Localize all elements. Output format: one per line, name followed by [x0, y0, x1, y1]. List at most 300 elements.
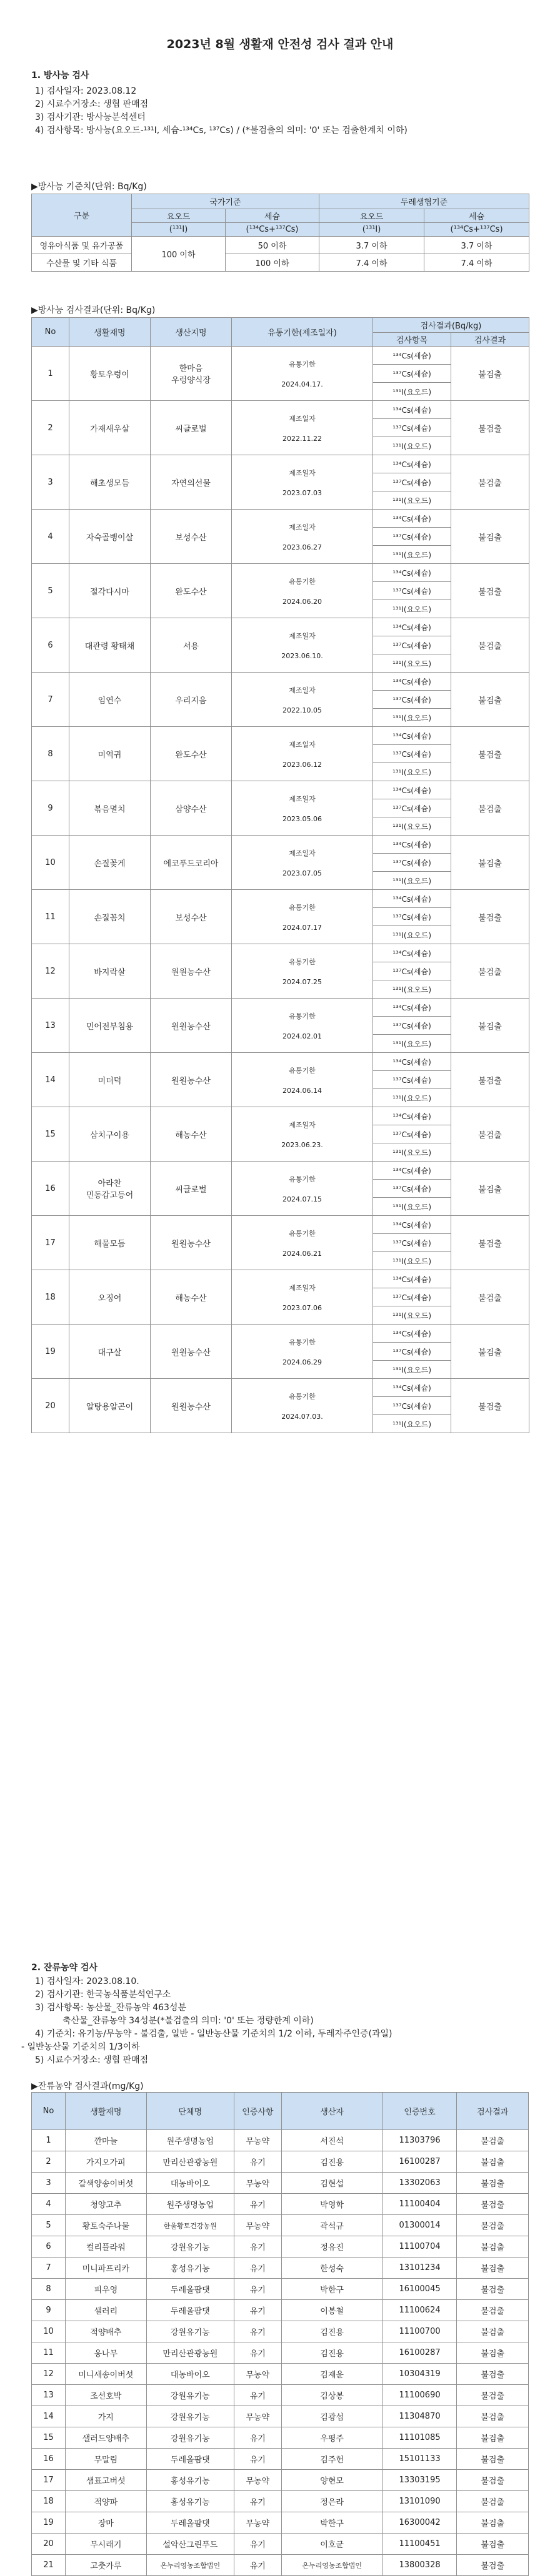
pest-cell-group: 홍성유기농 [146, 2470, 234, 2491]
rad-cell-item: ¹³¹I(요오드) [373, 600, 451, 618]
rad-row [32, 944, 529, 962]
pest-cell-cert: 유기 [234, 2555, 282, 2576]
rad-row [32, 836, 529, 854]
rad-date-value: 2024.07.03. [281, 1412, 323, 1421]
rad-cell-date [232, 944, 373, 999]
pest-cell-cert-no: 11303796 [382, 2130, 457, 2151]
pest-cell-result: 불검출 [457, 2321, 529, 2342]
section2-item: - 일반농산물 기준치의 1/3이하 [21, 2042, 140, 2052]
std-header-coop: 두레생협기준 [319, 194, 529, 209]
pest-cell-cert-no: 16100287 [382, 2342, 457, 2364]
rad-date-value: 2024.04.17. [281, 380, 323, 388]
rad-cell-result: 불검출 [451, 1053, 529, 1107]
rad-cell-name: 삼치구이용 [69, 1107, 151, 1162]
rad-cell-producer: 우리지음 [151, 673, 232, 727]
pest-cell-no: 13 [32, 2385, 66, 2406]
rad-header-name: 생활재명 [69, 318, 151, 347]
std-domestic-iodine: 100 이하 [132, 237, 226, 272]
rad-cell-item: ¹³⁴Cs(세슘) [373, 564, 451, 582]
pest-cell-name: 미니파프리카 [66, 2258, 147, 2279]
std-coop-cesium: 3.7 이하 [424, 237, 529, 254]
pest-cell-no: 12 [32, 2364, 66, 2385]
rad-cell-producer: 해농수산 [151, 1270, 232, 1325]
rad-date-label: 유통기한 [289, 577, 316, 586]
pest-cell-group: 두레올팜댓 [146, 2512, 234, 2534]
pest-header-result: 검사결과 [457, 2093, 529, 2130]
pest-cell-cert-no: 16300042 [382, 2512, 457, 2534]
pest-cell-producer: 김주헌 [281, 2449, 382, 2470]
rad-date-value: 2024.06.20 [282, 597, 322, 606]
rad-cell-item: ¹³⁴Cs(세슘) [373, 944, 451, 962]
pest-cell-result: 불검출 [457, 2512, 529, 2534]
pest-cell-group: 강원유기농 [146, 2385, 234, 2406]
section1-item: 4) 검사항목: 방사능(요오드-¹³¹I, 세슘-¹³⁴Cs, ¹³⁷Cs) / (*불검출의 의미: '0' 또는 검출한계치 이하) [35, 126, 408, 136]
pest-cell-group: 강원유기농 [146, 2236, 234, 2258]
rad-date-value: 2023.06.10. [281, 651, 323, 660]
rad-row [32, 1053, 529, 1071]
pest-cell-group: 원주생명농업 [146, 2130, 234, 2151]
rad-date-value: 2023.06.27 [282, 543, 322, 551]
pest-cell-producer: 온누리영농조합법인 [281, 2555, 382, 2576]
rad-date-label: 유통기한 [289, 1066, 316, 1075]
std-row-label: 영유아식품 및 유가공품 [32, 237, 132, 254]
pest-cell-cert: 유기 [234, 2427, 282, 2449]
section2-list [21, 1975, 392, 2067]
pest-row [32, 2194, 529, 2215]
std-header-iodine-symbol: (¹³¹I) [132, 223, 226, 237]
rad-cell-date [232, 1053, 373, 1107]
rad-cell-item: ¹³¹I(요오드) [373, 437, 451, 455]
rad-cell-no: 4 [32, 510, 69, 564]
rad-date-value: 2024.07.17 [282, 923, 322, 932]
rad-cell-item: ¹³⁷Cs(세슘) [373, 582, 451, 600]
std-header-domestic: 국가기준 [132, 194, 319, 209]
pest-cell-cert: 유기 [234, 2342, 282, 2364]
rad-row [32, 455, 529, 473]
rad-cell-item: ¹³⁴Cs(세슘) [373, 890, 451, 908]
pest-cell-cert: 무농약 [234, 2364, 282, 2385]
rad-cell-date [232, 618, 373, 673]
pest-cell-name: 갈색양송이버섯 [66, 2173, 147, 2194]
rad-cell-no: 18 [32, 1270, 69, 1325]
pest-cell-cert: 무농약 [234, 2215, 282, 2236]
rad-cell-no: 7 [32, 673, 69, 727]
radiation-standard-table [31, 194, 529, 272]
pest-cell-producer: 정은라 [281, 2491, 382, 2512]
rad-cell-date [232, 455, 373, 510]
rad-date-label: 유통기한 [289, 903, 316, 912]
rad-cell-item: ¹³⁷Cs(세슘) [373, 1017, 451, 1035]
rad-date-value: 2024.06.29 [282, 1358, 322, 1366]
pest-cell-cert: 유기 [234, 2151, 282, 2173]
rad-date-label: 제조일자 [289, 1120, 316, 1129]
section1-list [35, 85, 408, 137]
rad-header-result: 검사결과 [451, 333, 529, 347]
rad-cell-item: ¹³⁷Cs(세슘) [373, 365, 451, 383]
pest-header-cert: 인증사항 [234, 2093, 282, 2130]
rad-cell-date [232, 890, 373, 944]
std-domestic-cesium: 50 이하 [226, 237, 319, 254]
rad-date-label: 제조일자 [289, 1283, 316, 1292]
pest-cell-result: 불검출 [457, 2236, 529, 2258]
rad-cell-name: 해초생모듬 [69, 455, 151, 510]
rad-date-value: 2023.07.03 [282, 488, 322, 497]
rad-cell-item: ¹³⁴Cs(세슘) [373, 1325, 451, 1343]
rad-cell-item: ¹³¹I(요오드) [373, 1415, 451, 1433]
rad-cell-producer: 원원농수산 [151, 999, 232, 1053]
section1-item: 2) 시료수거장소: 생협 판매점 [35, 99, 149, 109]
pest-row [32, 2364, 529, 2385]
rad-table-caption: ▶방사능 검사결과(단위: Bq/Kg) [31, 305, 156, 315]
rad-date-value: 2024.06.14 [282, 1086, 322, 1095]
rad-date-label: 제조일자 [289, 523, 316, 531]
pest-cell-cert-no: 11100700 [382, 2321, 457, 2342]
rad-cell-result: 불검출 [451, 727, 529, 781]
pest-cell-no: 18 [32, 2491, 66, 2512]
rad-cell-item: ¹³⁷Cs(세슘) [373, 908, 451, 926]
rad-cell-no: 12 [32, 944, 69, 999]
rad-cell-item: ¹³⁷Cs(세슘) [373, 1125, 451, 1143]
rad-cell-no: 17 [32, 1216, 69, 1270]
pest-cell-group: 만리산관광농원 [146, 2342, 234, 2364]
rad-date-value: 2024.07.25 [282, 977, 322, 986]
pest-cell-cert: 무농약 [234, 2173, 282, 2194]
pest-cell-no: 3 [32, 2173, 66, 2194]
pest-cell-no: 4 [32, 2194, 66, 2215]
rad-cell-producer: 보성수산 [151, 890, 232, 944]
rad-cell-result: 불검출 [451, 618, 529, 673]
rad-cell-no: 15 [32, 1107, 69, 1162]
rad-cell-item: ¹³⁴Cs(세슘) [373, 836, 451, 854]
rad-cell-producer: 완도수산 [151, 727, 232, 781]
pest-row [32, 2385, 529, 2406]
pest-cell-cert-no: 11100690 [382, 2385, 457, 2406]
rad-cell-name: 볶음멸치 [69, 781, 151, 836]
rad-cell-date [232, 999, 373, 1053]
pest-cell-result: 불검출 [457, 2364, 529, 2385]
rad-cell-name: 대구살 [69, 1325, 151, 1379]
rad-cell-no: 6 [32, 618, 69, 673]
pest-cell-name: 샘표고버섯 [66, 2470, 147, 2491]
std-header-iodine: 요오드 [132, 209, 226, 223]
pest-row [32, 2151, 529, 2173]
pest-row [32, 2342, 529, 2364]
rad-cell-date [232, 1270, 373, 1325]
pest-cell-group: 두레올팜댓 [146, 2449, 234, 2470]
pest-cell-cert: 유기 [234, 2300, 282, 2321]
rad-cell-date [232, 1325, 373, 1379]
pest-row [32, 2300, 529, 2321]
pest-cell-cert: 유기 [234, 2279, 282, 2300]
rad-row [32, 1270, 529, 1288]
rad-cell-name: 미역귀 [69, 727, 151, 781]
pest-cell-group: 대농바이오 [146, 2364, 234, 2385]
pest-cell-producer: 곽석규 [281, 2215, 382, 2236]
rad-cell-item: ¹³¹I(요오드) [373, 1306, 451, 1325]
pest-cell-result: 불검출 [457, 2470, 529, 2491]
rad-cell-item: ¹³⁴Cs(세슘) [373, 1162, 451, 1180]
rad-cell-item: ¹³⁴Cs(세슘) [373, 401, 451, 419]
pest-row [32, 2427, 529, 2449]
rad-date-label: 제조일자 [289, 414, 316, 423]
pest-cell-result: 불검출 [457, 2534, 529, 2555]
pest-cell-result: 불검출 [457, 2173, 529, 2194]
rad-cell-item: ¹³¹I(요오드) [373, 383, 451, 401]
rad-cell-date [232, 510, 373, 564]
pest-cell-producer: 양현모 [281, 2470, 382, 2491]
rad-cell-producer: 완도수산 [151, 564, 232, 618]
pest-cell-producer: 이호균 [281, 2534, 382, 2555]
std-coop-iodine: 3.7 이하 [319, 237, 424, 254]
rad-cell-name: 손질꽃게 [69, 836, 151, 890]
pest-header-name: 생활재명 [66, 2093, 147, 2130]
rad-cell-name: 오징어 [69, 1270, 151, 1325]
rad-date-label: 제조일자 [289, 468, 316, 477]
rad-cell-producer: 보성수산 [151, 510, 232, 564]
rad-row [32, 564, 529, 582]
pest-cell-name: 적양배추 [66, 2321, 147, 2342]
rad-cell-item: ¹³¹I(요오드) [373, 872, 451, 890]
pest-cell-cert-no: 11100404 [382, 2194, 457, 2215]
rad-row [32, 1216, 529, 1234]
section2-item: 5) 시료수거장소: 생협 판매점 [35, 2055, 149, 2065]
pest-cell-cert-no: 01300014 [382, 2215, 457, 2236]
pest-cell-name: 고춧가루 [66, 2555, 147, 2576]
rad-cell-item: ¹³⁷Cs(세슘) [373, 419, 451, 437]
pest-cell-cert: 무농약 [234, 2406, 282, 2427]
rad-cell-name: 자숙골뱅이살 [69, 510, 151, 564]
pest-cell-group: 강원유기농 [146, 2406, 234, 2427]
rad-cell-item: ¹³¹I(요오드) [373, 709, 451, 727]
pest-row [32, 2512, 529, 2534]
rad-cell-item: ¹³⁷Cs(세슘) [373, 1071, 451, 1089]
pest-cell-producer: 서진석 [281, 2130, 382, 2151]
pest-cell-name: 청양고추 [66, 2194, 147, 2215]
pest-cell-cert-no: 13101234 [382, 2258, 457, 2279]
section2-item: 축산물_잔류농약 34성분(*불검출의 의미: '0' 또는 정량한계 이하) [62, 2016, 314, 2026]
std-header-cesium-symbol: (¹³⁴Cs+¹³⁷Cs) [226, 223, 319, 237]
pest-cell-result: 불검출 [457, 2491, 529, 2512]
pest-cell-result: 불검출 [457, 2385, 529, 2406]
std-header-group: 구분 [32, 194, 132, 237]
pest-cell-no: 9 [32, 2300, 66, 2321]
rad-cell-name: 황토우렁이 [69, 347, 151, 401]
rad-cell-item: ¹³⁴Cs(세슘) [373, 1053, 451, 1071]
rad-cell-no: 2 [32, 401, 69, 455]
rad-date-value: 2022.11.22 [282, 434, 322, 443]
rad-cell-item: ¹³⁷Cs(세슘) [373, 691, 451, 709]
pest-cell-producer: 박한구 [281, 2279, 382, 2300]
std-coop-iodine: 7.4 이하 [319, 254, 424, 272]
rad-date-value: 2022.10.05 [282, 706, 322, 714]
pest-cell-producer: 한성숙 [281, 2258, 382, 2279]
rad-cell-result: 불검출 [451, 455, 529, 510]
rad-cell-producer: 원원농수산 [151, 1325, 232, 1379]
rad-cell-producer: 원원농수산 [151, 1216, 232, 1270]
pest-cell-group: 홍성유기농 [146, 2258, 234, 2279]
pest-table-caption: ▶잔류농약 검사결과(mg/Kg) [31, 2081, 144, 2091]
rad-cell-name: 가재새우살 [69, 401, 151, 455]
rad-cell-producer: 씨글로벌 [151, 401, 232, 455]
rad-cell-name: 아라찬 민동갑고등어 [69, 1162, 151, 1216]
section1-item: 3) 검사기관: 방사능분석센터 [35, 112, 146, 122]
rad-date-label: 유통기한 [289, 1338, 316, 1346]
pest-row [32, 2321, 529, 2342]
rad-cell-name: 절각다시마 [69, 564, 151, 618]
pest-cell-name: 컬리플라워 [66, 2236, 147, 2258]
pest-cell-result: 불검출 [457, 2215, 529, 2236]
rad-cell-item: ¹³¹I(요오드) [373, 763, 451, 781]
pest-cell-group: 만리산관광농원 [146, 2151, 234, 2173]
pest-cell-result: 불검출 [457, 2300, 529, 2321]
pest-cell-result: 불검출 [457, 2427, 529, 2449]
pest-cell-group: 두레올팜댓 [146, 2300, 234, 2321]
pest-cell-result: 불검출 [457, 2342, 529, 2364]
rad-cell-item: ¹³⁷Cs(세슘) [373, 528, 451, 546]
rad-date-label: 유통기한 [289, 360, 316, 368]
rad-date-label: 유통기한 [289, 957, 316, 966]
pest-cell-producer: 우평주 [281, 2427, 382, 2449]
rad-cell-date [232, 673, 373, 727]
pest-cell-no: 1 [32, 2130, 66, 2151]
pest-cell-no: 11 [32, 2342, 66, 2364]
section1-heading: 1. 방사능 검사 [31, 71, 89, 81]
pest-cell-producer: 김상봉 [281, 2385, 382, 2406]
rad-cell-result: 불검출 [451, 1216, 529, 1270]
rad-cell-item: ¹³⁷Cs(세슘) [373, 1288, 451, 1306]
pest-cell-group: 원주생명농업 [146, 2194, 234, 2215]
pest-cell-group: 홍성유기농 [146, 2491, 234, 2512]
std-domestic-cesium: 100 이하 [226, 254, 319, 272]
pest-cell-cert: 유기 [234, 2194, 282, 2215]
rad-cell-name: 해물모듬 [69, 1216, 151, 1270]
rad-cell-name: 알탕용알곤이 [69, 1379, 151, 1433]
pest-cell-cert: 유기 [234, 2258, 282, 2279]
rad-cell-no: 3 [32, 455, 69, 510]
pest-cell-group: 설악산그린푸드 [146, 2534, 234, 2555]
pest-cell-cert-no: 15101133 [382, 2449, 457, 2470]
rad-cell-no: 8 [32, 727, 69, 781]
rad-cell-item: ¹³¹I(요오드) [373, 546, 451, 564]
pest-cell-result: 불검출 [457, 2194, 529, 2215]
rad-cell-item: ¹³⁴Cs(세슘) [373, 727, 451, 745]
pest-cell-no: 14 [32, 2406, 66, 2427]
rad-row [32, 1107, 529, 1125]
rad-cell-item: ¹³⁷Cs(세슘) [373, 473, 451, 491]
rad-date-label: 제조일자 [289, 686, 316, 694]
rad-cell-result: 불검출 [451, 673, 529, 727]
rad-date-label: 유통기한 [289, 1392, 316, 1401]
pest-cell-cert-no: 11304870 [382, 2406, 457, 2427]
rad-date-label: 유통기한 [289, 1012, 316, 1020]
pest-cell-name: 장마 [66, 2512, 147, 2534]
pest-cell-cert: 유기 [234, 2491, 282, 2512]
rad-cell-item: ¹³⁷Cs(세슘) [373, 1234, 451, 1252]
rad-cell-date [232, 401, 373, 455]
rad-cell-producer: 한마음 우렁양식장 [151, 347, 232, 401]
pest-cell-result: 불검출 [457, 2449, 529, 2470]
rad-cell-date [232, 781, 373, 836]
rad-cell-date [232, 727, 373, 781]
rad-date-value: 2023.06.12 [282, 760, 322, 769]
rad-row [32, 347, 529, 365]
rad-header-result-group: 검사결과(Bq/kg) [373, 318, 529, 333]
rad-cell-result: 불검출 [451, 944, 529, 999]
rad-cell-no: 19 [32, 1325, 69, 1379]
pest-cell-group: 한울황토건강농원 [146, 2215, 234, 2236]
pest-cell-name: 샐러드양배추 [66, 2427, 147, 2449]
pest-cell-cert: 유기 [234, 2236, 282, 2258]
rad-cell-item: ¹³¹I(요오드) [373, 1361, 451, 1379]
rad-date-value: 2023.07.06 [282, 1303, 322, 1312]
rad-cell-date [232, 836, 373, 890]
rad-cell-producer: 삼양수산 [151, 781, 232, 836]
rad-cell-item: ¹³¹I(요오드) [373, 817, 451, 836]
rad-cell-no: 20 [32, 1379, 69, 1433]
rad-date-label: 제조일자 [289, 849, 316, 857]
pest-cell-result: 불검출 [457, 2555, 529, 2576]
rad-date-label: 제조일자 [289, 631, 316, 640]
pest-cell-cert: 유기 [234, 2385, 282, 2406]
pest-cell-cert-no: 13800328 [382, 2555, 457, 2576]
rad-cell-name: 바지락살 [69, 944, 151, 999]
pest-cell-name: 적양파 [66, 2491, 147, 2512]
pest-cell-name: 황토숙주나물 [66, 2215, 147, 2236]
rad-cell-result: 불검출 [451, 510, 529, 564]
rad-row [32, 999, 529, 1017]
rad-cell-no: 14 [32, 1053, 69, 1107]
pest-cell-no: 2 [32, 2151, 66, 2173]
rad-cell-result: 불검출 [451, 1162, 529, 1216]
section2-item: 4) 기준치: 유기농/무농약 - 불검출, 일반 - 일반농산물 기준치의 1/2 이하, 두레자주인증(과일) [35, 2029, 392, 2039]
pest-cell-cert: 무농약 [234, 2470, 282, 2491]
rad-cell-item: ¹³¹I(요오드) [373, 1252, 451, 1270]
pest-cell-name: 무말림 [66, 2449, 147, 2470]
rad-cell-producer: 에코푸드코리아 [151, 836, 232, 890]
rad-cell-no: 5 [32, 564, 69, 618]
rad-header-item: 검사항목 [373, 333, 451, 347]
rad-cell-name: 임연수 [69, 673, 151, 727]
pest-header-no: No [32, 2093, 66, 2130]
pest-cell-producer: 이봉철 [281, 2300, 382, 2321]
pest-cell-producer: 박한구 [281, 2512, 382, 2534]
std-header-iodine-symbol: (¹³¹I) [319, 223, 424, 237]
pest-row [32, 2470, 529, 2491]
rad-date-label: 제조일자 [289, 794, 316, 803]
pest-cell-group: 강원유기농 [146, 2321, 234, 2342]
section1-item: 1) 검사일자: 2023.08.12 [35, 86, 137, 96]
rad-cell-name: 손질꼼치 [69, 890, 151, 944]
rad-header-no: No [32, 318, 69, 347]
pest-cell-producer: 김진용 [281, 2151, 382, 2173]
rad-cell-item: ¹³¹I(요오드) [373, 1089, 451, 1107]
pest-cell-no: 6 [32, 2236, 66, 2258]
rad-date-label: 유통기한 [289, 1175, 316, 1183]
pest-cell-no: 17 [32, 2470, 66, 2491]
std-header-cesium-symbol: (¹³⁴Cs+¹³⁷Cs) [424, 223, 529, 237]
pest-cell-cert-no: 13303195 [382, 2470, 457, 2491]
pest-cell-cert-no: 11100624 [382, 2300, 457, 2321]
pest-cell-cert-no: 13101090 [382, 2491, 457, 2512]
pest-cell-name: 조선호박 [66, 2385, 147, 2406]
pest-cell-group: 강원유기농 [146, 2427, 234, 2449]
pest-row [32, 2406, 529, 2427]
pest-cell-no: 8 [32, 2279, 66, 2300]
rad-cell-result: 불검출 [451, 1107, 529, 1162]
pest-row [32, 2236, 529, 2258]
pest-header-cert-no: 인증번호 [382, 2093, 457, 2130]
pest-cell-no: 15 [32, 2427, 66, 2449]
